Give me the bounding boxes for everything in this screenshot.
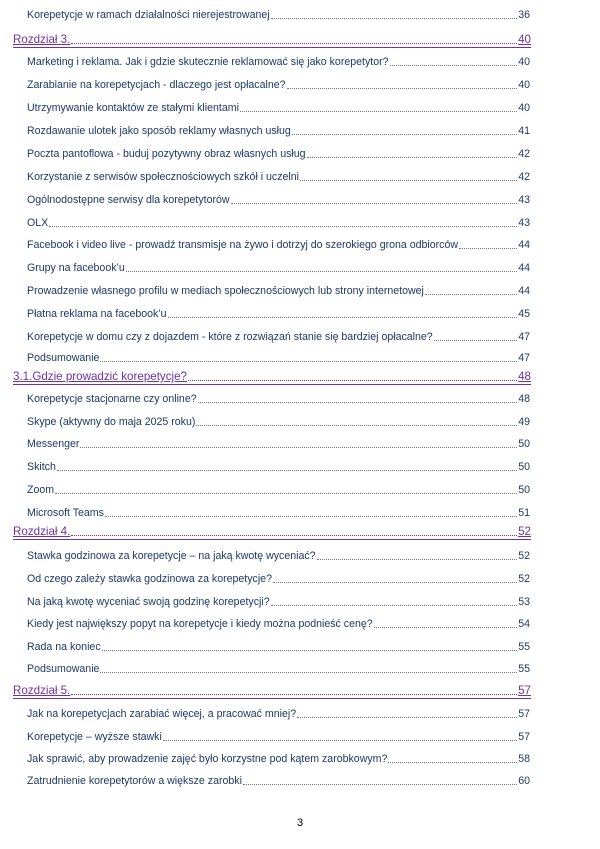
- toc-leader-dots: [198, 402, 518, 403]
- toc-entry[interactable]: [27, 618, 530, 630]
- toc-entry-page: 57: [518, 684, 531, 697]
- toc-leader-dots: [390, 65, 518, 66]
- toc-entry-title: Poczta pantoflowa - buduj pozytywny obraz własnych usług: [27, 148, 306, 160]
- toc-leader-dots: [287, 88, 518, 89]
- toc-leader-dots: [388, 762, 517, 763]
- toc-entry-page: 41: [518, 125, 530, 137]
- toc-entry-title: Microsoft Teams: [27, 507, 104, 519]
- toc-chapter-entry[interactable]: [13, 33, 531, 46]
- toc-entry-title: Zoom: [27, 484, 55, 496]
- toc-entry-title: Stawka godzinowa za korepetycje – na jaką kwotę wyceniać?: [27, 550, 316, 562]
- toc-leader-dots: [188, 380, 517, 381]
- toc-entry-page: 40: [518, 102, 530, 114]
- toc-entry-page: 54: [518, 618, 530, 630]
- toc-entry-page: 47: [518, 331, 530, 343]
- toc-entry[interactable]: [27, 262, 530, 274]
- toc-leader-dots: [374, 627, 518, 628]
- toc-entry[interactable]: [27, 171, 530, 183]
- toc-entry[interactable]: [27, 393, 530, 405]
- toc-leader-dots: [80, 447, 517, 448]
- toc-leader-dots: [102, 650, 518, 651]
- chapter-underline: [13, 47, 531, 48]
- toc-leader-dots: [317, 559, 518, 560]
- toc-leader-dots: [300, 180, 517, 181]
- toc-entry-page: 48: [518, 370, 531, 383]
- toc-leader-dots: [49, 226, 517, 227]
- toc-leader-dots: [100, 672, 517, 673]
- toc-entry[interactable]: [27, 484, 530, 496]
- toc-entry-title: Kiedy jest największy popyt na korepetycje i kiedy można podnieść cenę?: [27, 618, 373, 630]
- toc-entry-page: 49: [518, 416, 530, 428]
- toc-entry-page: 44: [518, 285, 530, 297]
- toc-entry-page: 40: [518, 79, 530, 91]
- toc-entry-title: Zatrudnienie korepetytorów a większe zarobki: [27, 775, 242, 787]
- toc-leader-dots: [459, 248, 517, 249]
- toc-entry[interactable]: [27, 285, 530, 297]
- toc-leader-dots: [231, 203, 518, 204]
- toc-entry-title: Rozdział 3.: [13, 33, 71, 46]
- toc-entry-title: OLX: [27, 217, 49, 229]
- toc-leader-dots: [297, 717, 517, 718]
- toc-leader-dots: [271, 18, 518, 19]
- toc-entry-title: Messenger: [27, 438, 80, 450]
- toc-leader-dots: [71, 535, 517, 536]
- toc-entry-page: 53: [518, 596, 530, 608]
- toc-entry[interactable]: [27, 217, 530, 229]
- toc-entry-page: 50: [518, 484, 530, 496]
- toc-entry-page: 50: [518, 461, 530, 473]
- toc-entry-page: 44: [518, 262, 530, 274]
- toc-entry-title: Zarabianie na korepetycjach - dlaczego jest opłacalne?: [27, 79, 286, 91]
- toc-entry[interactable]: [27, 102, 530, 114]
- toc-chapter-entry[interactable]: [13, 684, 531, 697]
- toc-entry[interactable]: [27, 308, 530, 320]
- toc-entry-page: 36: [518, 9, 530, 21]
- toc-entry-page: 42: [518, 148, 530, 160]
- toc-leader-dots: [243, 784, 517, 785]
- toc-entry-title: Facebook i video live - prowadź transmisje na żywo i dotrzyj do szerokiego grona odbiorców: [27, 239, 459, 251]
- toc-entry-page: 44: [518, 239, 530, 251]
- toc-leader-dots: [105, 516, 517, 517]
- toc-entry[interactable]: [27, 9, 530, 21]
- toc-leader-dots: [71, 43, 517, 44]
- toc-leader-dots: [240, 111, 517, 112]
- toc-entry-title: Rozdawanie ulotek jako sposób reklamy własnych usług: [27, 125, 291, 137]
- toc-entry[interactable]: [27, 641, 530, 653]
- toc-entry[interactable]: [27, 775, 530, 787]
- toc-entry[interactable]: [27, 79, 530, 91]
- toc-entry[interactable]: [27, 507, 530, 519]
- toc-entry[interactable]: [27, 731, 530, 743]
- toc-leader-dots: [307, 157, 518, 158]
- toc-entry[interactable]: [27, 753, 530, 765]
- toc-entry-page: 40: [518, 56, 530, 68]
- toc-leader-dots: [55, 493, 517, 494]
- toc-entry-title: Na jaką kwotę wyceniać swoją godzinę korepetycji?: [27, 596, 270, 608]
- toc-leader-dots: [126, 271, 517, 272]
- chapter-underline: [13, 539, 531, 540]
- toc-leader-dots: [100, 361, 517, 362]
- toc-entry-title: Korepetycje w domu czy z dojazdem - które z rozwiązań stanie się bardziej opłacalne?: [27, 331, 433, 343]
- toc-leader-dots: [434, 340, 518, 341]
- toc-entry-page: 58: [518, 753, 530, 765]
- toc-entry-title: Skitch: [27, 461, 56, 473]
- toc-leader-dots: [425, 294, 517, 295]
- toc-entry[interactable]: [27, 663, 530, 675]
- toc-entry-page: 52: [518, 525, 531, 538]
- toc-entry-page: 48: [518, 393, 530, 405]
- toc-leader-dots: [292, 134, 517, 135]
- toc-entry-title: Podsumowanie: [27, 352, 100, 364]
- toc-entry-title: Korzystanie z serwisów społecznościowych szkół i uczelni: [27, 171, 300, 183]
- toc-entry[interactable]: [27, 708, 530, 720]
- toc-entry-title: Skype (aktywny do maja 2025 roku): [27, 416, 196, 428]
- toc-entry-title: Marketing i reklama. Jak i gdzie skutecznie reklamować się jako korepetytor?: [27, 56, 389, 68]
- toc-entry[interactable]: [27, 194, 530, 206]
- toc-entry-title: Ogólnodostępne serwisy dla korepetytorów: [27, 194, 230, 206]
- toc-entry-title: Utrzymywanie kontaktów ze stałymi klientami: [27, 102, 239, 114]
- toc-entry[interactable]: [27, 438, 530, 450]
- toc-leader-dots: [163, 740, 517, 741]
- toc-leader-dots: [196, 425, 517, 426]
- toc-entry-page: 42: [518, 171, 530, 183]
- toc-entry-title: Rada na koniec: [27, 641, 101, 653]
- toc-entry-title: Korepetycje stacjonarne czy online?: [27, 393, 197, 405]
- toc-entry-page: 55: [518, 641, 530, 653]
- toc-entry-title: Płatna reklama na facebook’u: [27, 308, 167, 320]
- toc-entry-page: 50: [518, 438, 530, 450]
- toc-entry-page: 52: [518, 550, 530, 562]
- toc-entry[interactable]: [27, 596, 530, 608]
- toc-leader-dots: [168, 317, 518, 318]
- toc-entry[interactable]: [27, 125, 530, 137]
- toc-entry[interactable]: [27, 56, 530, 68]
- toc-entry[interactable]: [27, 239, 530, 251]
- toc-entry-page: 40: [518, 33, 531, 46]
- toc-entry[interactable]: [27, 550, 530, 562]
- toc-entry-title: Jak na korepetycjach zarabiać więcej, a pracować mniej?: [27, 708, 297, 720]
- chapter-underline: [13, 698, 531, 699]
- toc-entry-page: 51: [518, 507, 530, 519]
- toc-entry-page: 52: [518, 573, 530, 585]
- toc-entry[interactable]: [27, 416, 530, 428]
- toc-entry[interactable]: [27, 352, 530, 364]
- toc-leader-dots: [271, 605, 518, 606]
- toc-leader-dots: [57, 470, 517, 471]
- toc-entry-title: Rozdział 4.: [13, 525, 71, 538]
- toc-chapter-entry[interactable]: [13, 525, 531, 538]
- toc-entry-title: Grupy na facebook’u: [27, 262, 125, 274]
- toc-entry-title: Podsumowanie: [27, 663, 100, 675]
- toc-entry-page: 55: [518, 663, 530, 675]
- toc-entry-page: 45: [518, 308, 530, 320]
- toc-entry[interactable]: [27, 461, 530, 473]
- toc-entry-title: 3.1.Gdzie prowadzić korepetycje?: [13, 370, 187, 383]
- toc-entry-title: Rozdział 5.: [13, 684, 71, 697]
- chapter-underline: [13, 384, 531, 385]
- toc-entry-page: 43: [518, 194, 530, 206]
- toc-entry-title: Jak sprawić, aby prowadzenie zajęć było korzystne pod kątem zarobkowym?: [27, 753, 388, 765]
- toc-entry[interactable]: [27, 331, 530, 343]
- page-number: 3: [296, 817, 304, 829]
- toc-leader-dots: [273, 582, 517, 583]
- toc-entry-title: Korepetycje w ramach działalności nierejestrowanej: [27, 9, 270, 21]
- toc-entry[interactable]: [27, 573, 530, 585]
- toc-entry-page: 57: [518, 708, 530, 720]
- toc-entry-page: 57: [518, 731, 530, 743]
- toc-entry-title: Od czego zależy stawka godzinowa za korepetycje?: [27, 573, 272, 585]
- toc-entry-page: 43: [518, 217, 530, 229]
- toc-leader-dots: [71, 694, 517, 695]
- toc-entry[interactable]: [27, 148, 530, 160]
- toc-entry-title: Korepetycje – wyższe stawki: [27, 731, 162, 743]
- toc-entry-page: 47: [518, 352, 530, 364]
- toc-entry-page: 60: [518, 775, 530, 787]
- toc-entry-title: Prowadzenie własnego profilu w mediach społecznościowych lub strony internetowej: [27, 285, 424, 297]
- toc-chapter-entry[interactable]: [13, 370, 531, 383]
